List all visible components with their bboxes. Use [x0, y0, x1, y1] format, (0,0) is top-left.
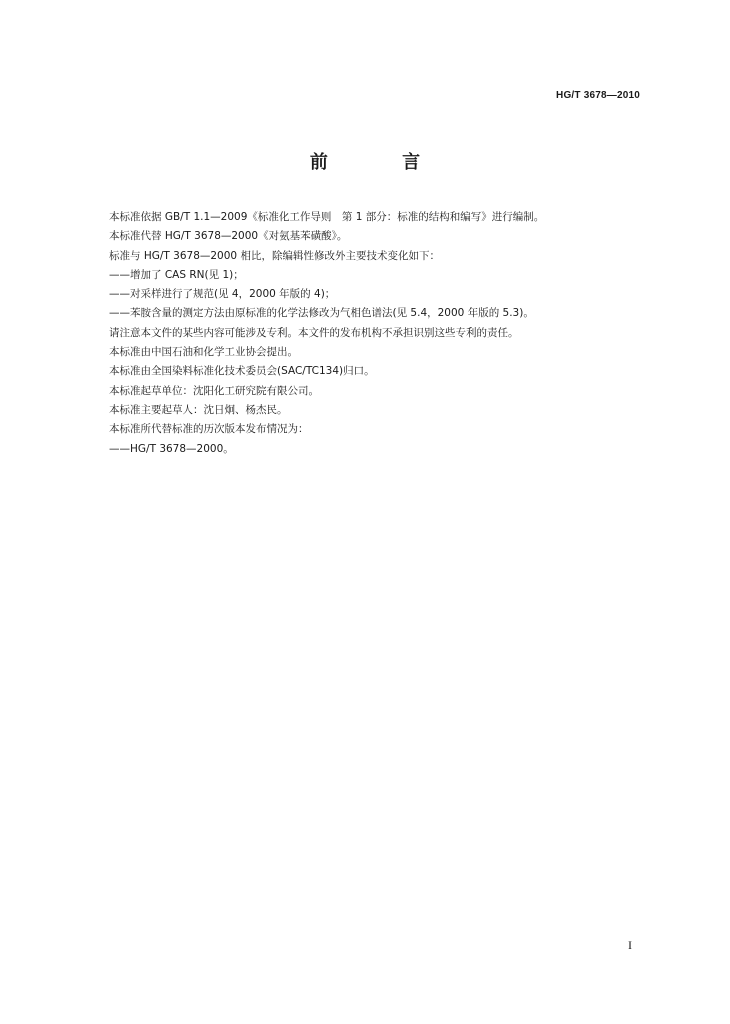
list-item-history: ——HG/T 3678—2000。 — [109, 442, 234, 455]
paragraph-drafters: 本标准主要起草人：沈日炯、杨杰民。 — [109, 403, 288, 416]
standard-number: HG/T 3678—2010 — [556, 90, 640, 101]
paragraph-drafting-basis: 本标准依据 GB/T 1.1—2009《标准化工作导则 第 1 部分：标准的结构和编写》进行编制。 — [109, 211, 545, 223]
paragraph-history-intro: 本标准所代替标准的历次版本发布情况为： — [109, 423, 309, 436]
paragraph-proposer: 本标准由中国石油和化学工业协会提出。 — [109, 346, 298, 359]
paragraph-technical-committee: 本标准由全国染料标准化技术委员会(SAC/TC134)归口。 — [109, 365, 375, 378]
paragraph-patent-notice: 请注意本文件的某些内容可能涉及专利。本文件的发布机构不承担识别这些专利的责任。 — [109, 326, 519, 339]
paragraph-drafting-unit: 本标准起草单位：沈阳化工研究院有限公司。 — [109, 384, 319, 397]
page-number: I — [628, 938, 632, 952]
list-item-change-sampling: ——对采样进行了规范(见 4，2000 年版的 4)； — [109, 288, 336, 301]
list-item-change-cas: ——增加了 CAS RN(见 1)； — [109, 268, 244, 281]
paragraph-changes-intro: 标准与 HG/T 3678—2000 相比，除编辑性修改外主要技术变化如下： — [109, 249, 440, 262]
paragraph-replaces: 本标准代替 HG/T 3678—2000《对氨基苯磺酸》。 — [109, 230, 348, 243]
list-item-change-aniline: ——苯胺含量的测定方法由原标准的化学法修改为气相色谱法(见 5.4，2000 年版的 5.3)。 — [109, 307, 534, 320]
page-title: 前 言 — [309, 152, 455, 173]
foreword-body — [109, 208, 649, 459]
